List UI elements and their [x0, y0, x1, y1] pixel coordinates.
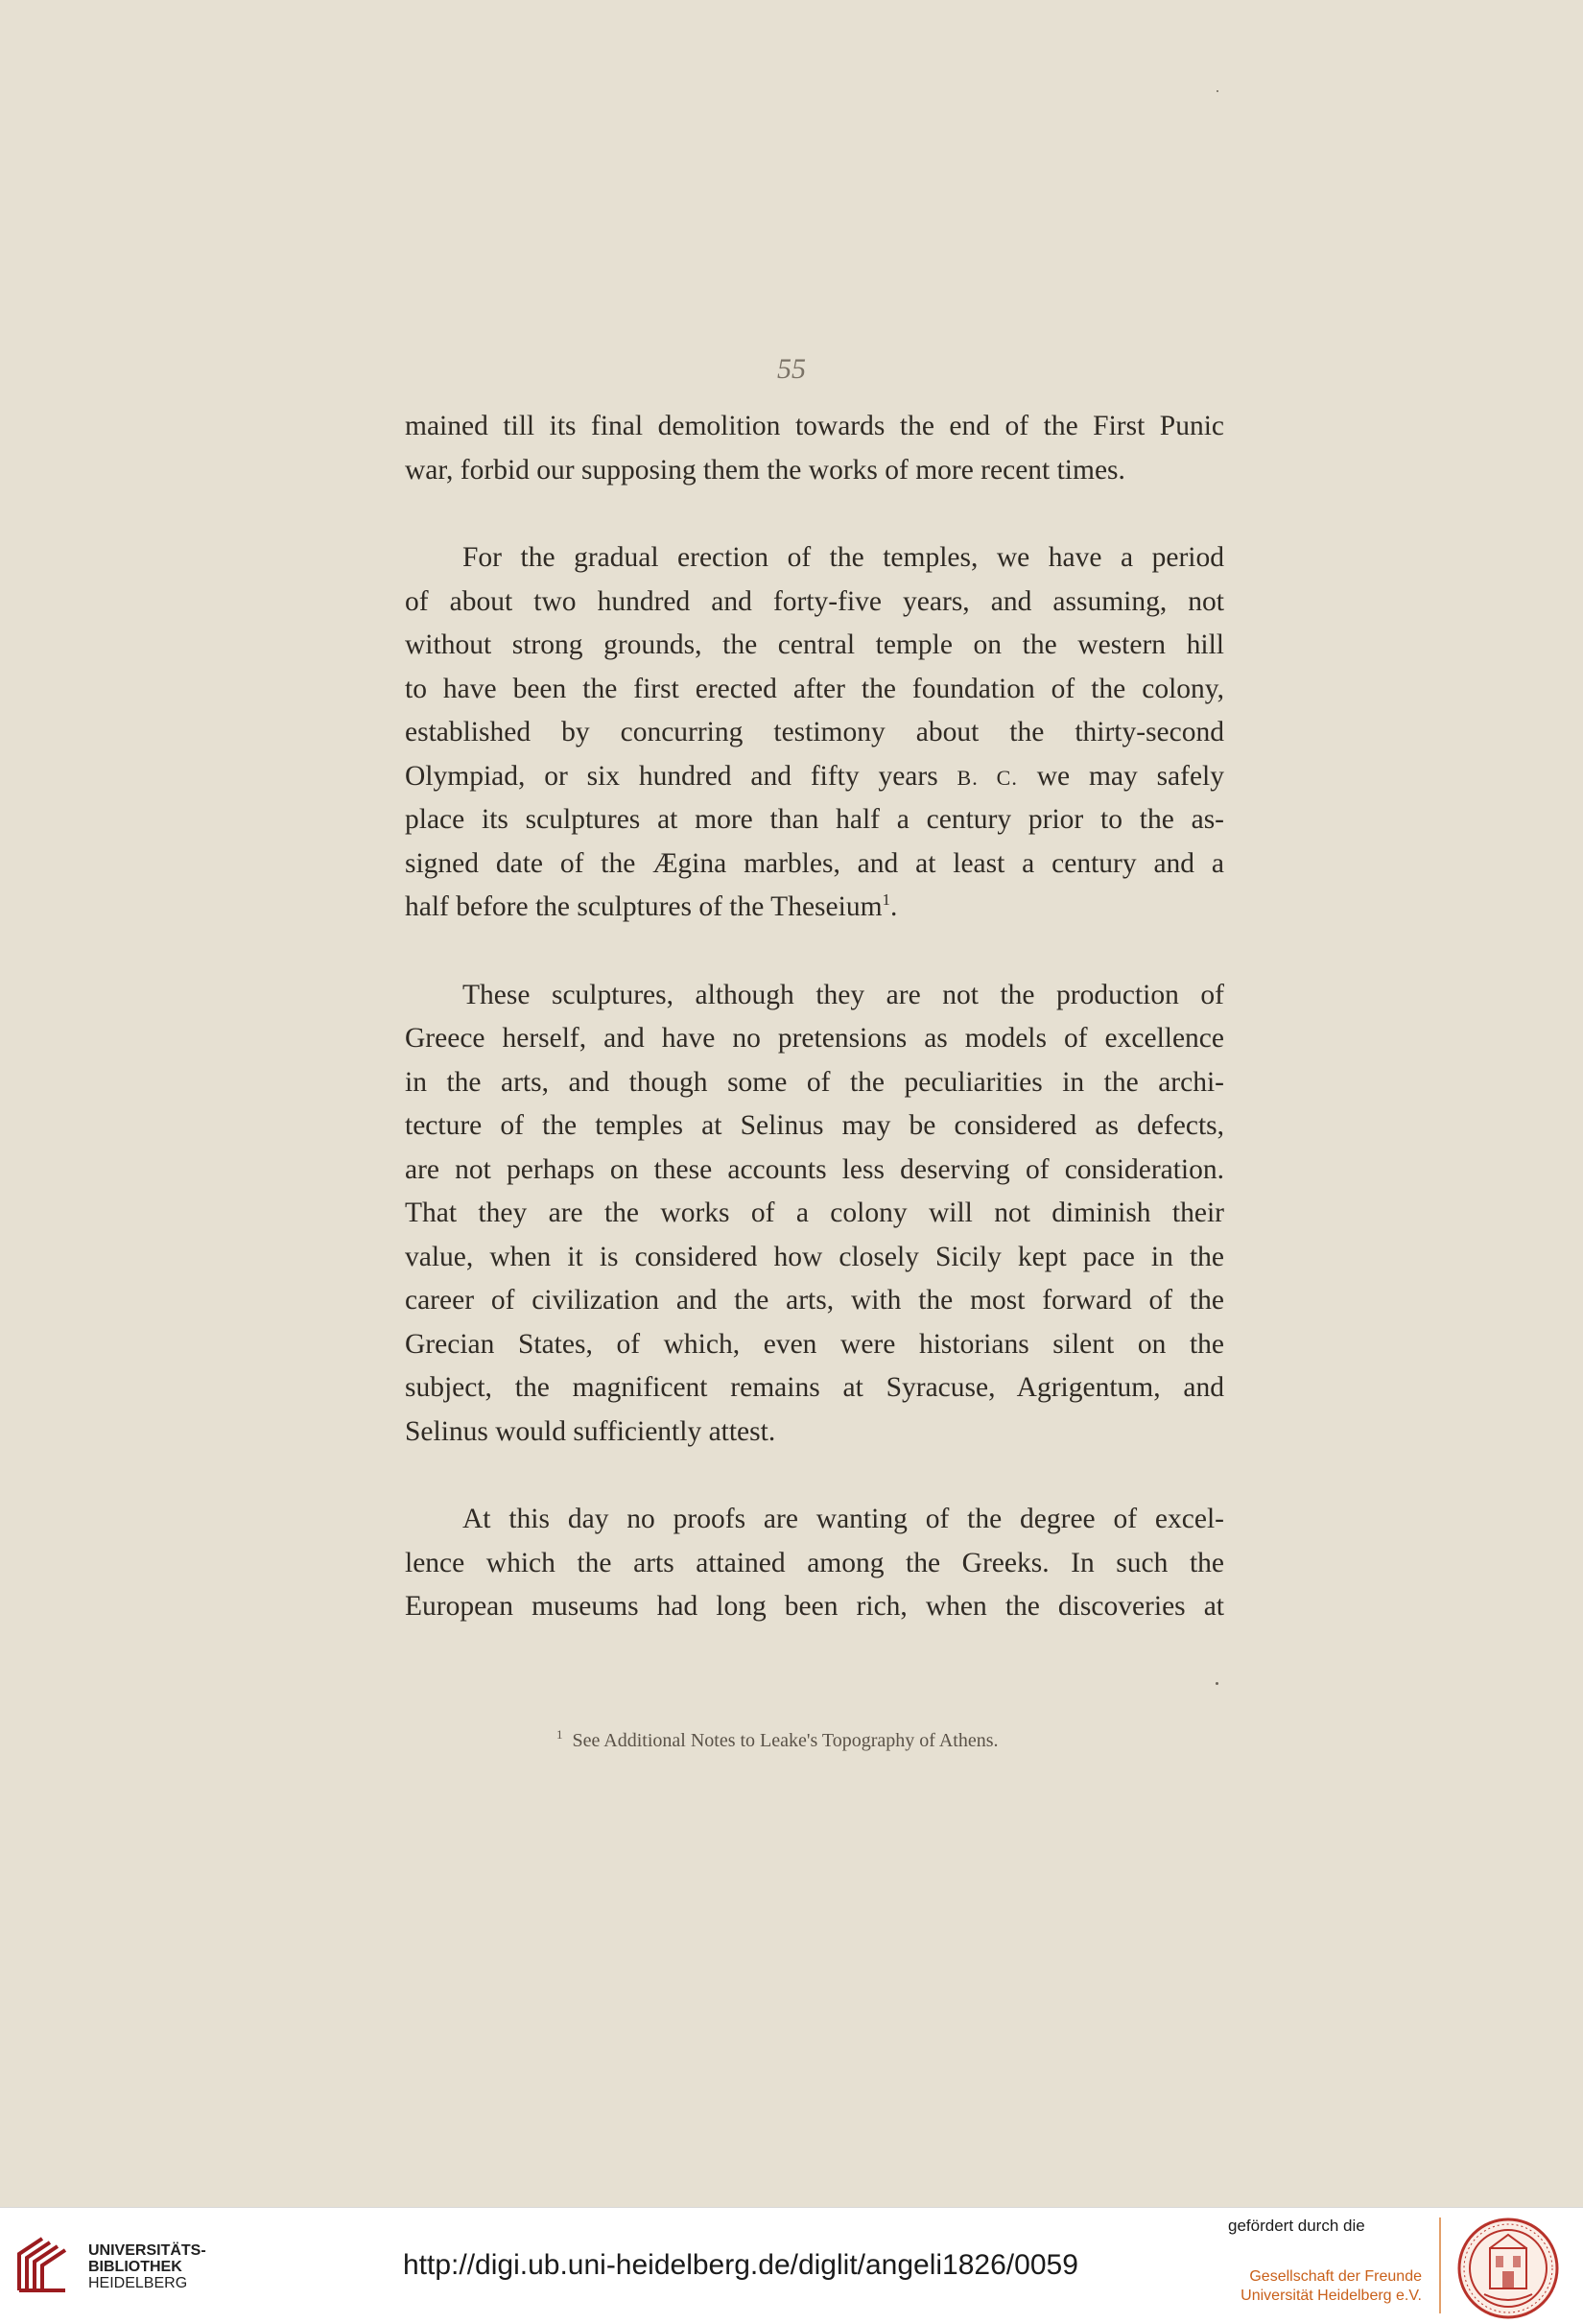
text-line: At this day no proofs are wanting of the degree of excel- — [462, 1504, 1224, 1534]
text-line — [405, 755, 1224, 799]
sponsor-name-line: Gesellschaft der Freunde — [1249, 2268, 1422, 2285]
text-line: Grecian States, of which, even were historians silent on the — [405, 1328, 1224, 1360]
text-line: value, when it is considered how closely Sicily kept pace in the — [405, 1241, 1224, 1272]
text-fragment: we may safely — [1036, 760, 1225, 792]
library-name-line: UNIVERSITÄTS- — [88, 2242, 206, 2259]
text-line: Selinus would sufficiently attest. — [405, 1415, 776, 1447]
viewer-footer — [0, 2207, 1583, 2324]
text-fragment: Olympiad, or six hundred and fifty years — [405, 760, 938, 792]
text-line: of about two hundred and forty-five years, and assuming, not — [405, 585, 1224, 617]
ub-heidelberg-logo-icon[interactable] — [13, 2235, 69, 2294]
paper-speck — [1216, 1682, 1218, 1685]
body-text — [405, 405, 1224, 1629]
text-line: are not perhaps on these accounts less deserving of consideration. — [405, 1153, 1224, 1185]
footnote-text: See Additional Notes to Leake's Topography of Athens. — [572, 1730, 999, 1751]
text-line: career of civilization and the arts, with the most forward of the — [405, 1285, 1224, 1316]
sponsor-label: gefördert durch die — [1228, 2217, 1365, 2235]
text-line: to have been the first erected after the foundation of the colony, — [405, 673, 1224, 704]
text-line: place its sculptures at more than half a century prior to the as- — [405, 804, 1224, 835]
text-line: European museums had long been rich, when the discoveries at — [405, 1591, 1224, 1622]
text-line: These sculptures, although they are not the production of — [462, 979, 1224, 1010]
paper-speck — [1217, 90, 1218, 92]
library-name — [88, 2242, 206, 2291]
text-line: in the arts, and though some of the peculiarities in the archi- — [405, 1066, 1224, 1098]
footnote-mark: 1 — [556, 1727, 563, 1742]
footnote — [556, 1727, 1094, 1752]
text-line — [405, 886, 1224, 930]
text-fragment: . — [890, 891, 898, 922]
text-line: That they are the works of a colony will not diminish their — [405, 1198, 1224, 1228]
text-line: Greece herself, and have no pretensions as models of excellence — [405, 1023, 1224, 1054]
text-line: war, forbid our supposing them the works of more recent times. — [405, 454, 1125, 486]
text-line: without strong grounds, the central temple on the western hill — [405, 629, 1224, 660]
footnote-reference: 1 — [882, 890, 891, 909]
library-name-line: BIBLIOTHEK — [88, 2259, 182, 2275]
footer-divider — [1439, 2217, 1441, 2313]
text-line: subject, the magnificent remains at Syracuse, Agrigentum, and — [405, 1372, 1224, 1403]
permalink-url[interactable]: http://digi.ub.uni-heidelberg.de/diglit/angeli1826/0059 — [403, 2249, 1078, 2281]
small-caps-abbreviation: B. C. — [957, 765, 1018, 790]
text-line: tecture of the temples at Selinus may be considered as defects, — [405, 1110, 1224, 1141]
page-number: 55 — [777, 353, 806, 385]
sponsor-name-line: Universität Heidelberg e.V. — [1240, 2288, 1422, 2304]
text-fragment: half before the sculptures of the Theseium — [405, 891, 883, 922]
text-line: lence which the arts attained among the Greeks. In such the — [405, 1547, 1224, 1578]
sponsor-name[interactable] — [1230, 2267, 1422, 2306]
text-line: established by concurring testimony about the thirty-second — [405, 717, 1224, 747]
university-seal-icon — [1457, 2217, 1559, 2319]
text-line: signed date of the Ægina marbles, and at least a century and a — [405, 847, 1224, 879]
library-name-line: HEIDELBERG — [88, 2275, 188, 2291]
text-line: For the gradual erection of the temples, we have a period — [462, 542, 1224, 573]
text-line: mained till its final demolition towards the end of the First Punic — [405, 411, 1224, 441]
